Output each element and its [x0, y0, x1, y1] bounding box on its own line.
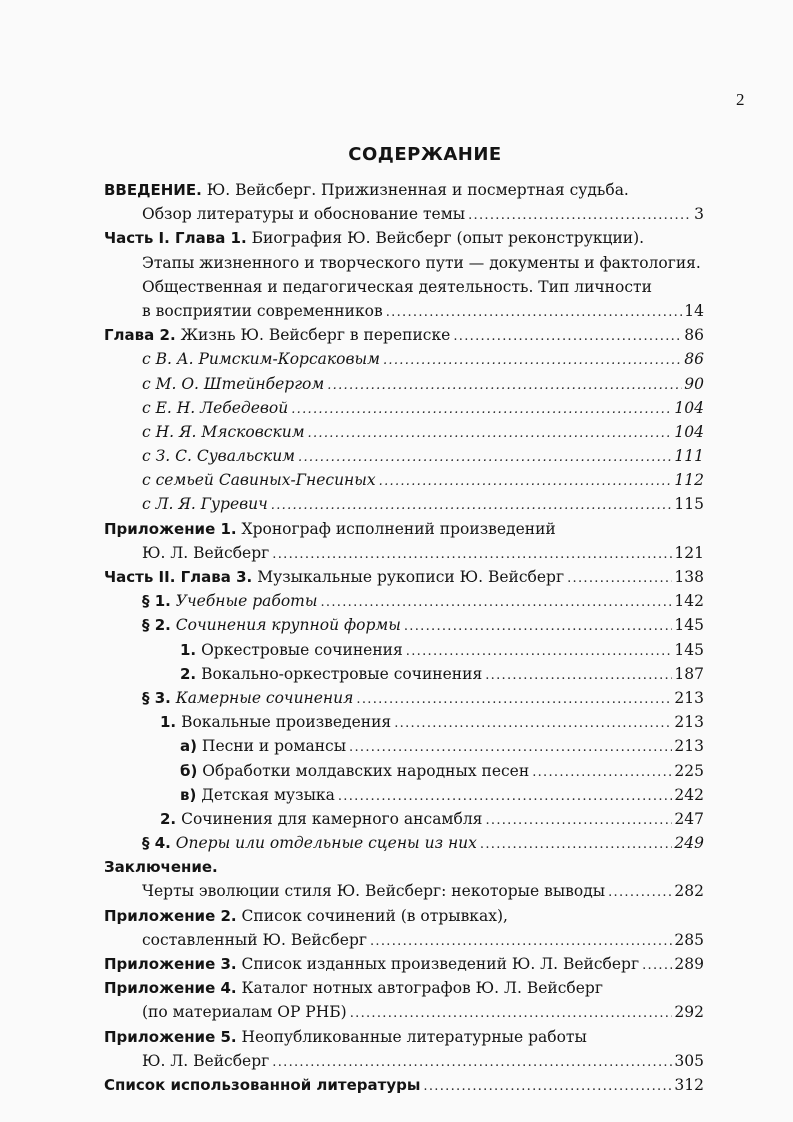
toc-intro-text: Ю. Вейсберг. Прижизненная и посмертная судьба.: [206, 181, 629, 199]
leader-dots: [453, 325, 682, 347]
toc-appendix5-page: 305: [674, 1051, 704, 1070]
toc-letter-entry[interactable]: [104, 468, 704, 492]
toc-chapter2-entry[interactable]: [104, 323, 704, 347]
toc-section3-1-label: 1.: [160, 713, 177, 732]
toc-letter-entry[interactable]: [104, 420, 704, 444]
toc-section3-1b-text: Обработки молдавских народных песен: [202, 761, 530, 780]
toc-part2-page: 138: [674, 568, 704, 586]
toc-section2-text: Сочинения крупной формы: [175, 616, 401, 635]
leader-dots: [271, 494, 673, 516]
toc-conclusion-page: 282: [674, 882, 704, 901]
toc-letter-page: 104: [674, 398, 704, 417]
toc-part2-label: Часть II. Глава 3.: [104, 568, 253, 586]
toc-appendix1-text1: Хронограф исполнений произведений: [241, 519, 556, 538]
toc-part1-text4: в восприятии современников: [142, 299, 386, 323]
toc-conclusion-entry[interactable]: [104, 879, 704, 903]
toc-appendix5-line1: [104, 1025, 704, 1049]
toc-letter-page: 112: [674, 471, 704, 490]
toc-section3-1-text: Вокальные произведения: [181, 713, 392, 732]
toc-appendix1-text2: Ю. Л. Вейсберг: [142, 541, 272, 565]
toc-part1-line1: [104, 226, 704, 250]
toc-letter-entry[interactable]: [104, 492, 704, 516]
toc-intro-line1: [104, 178, 704, 202]
toc-section3-2-text: Сочинения для камерного ансамбля: [181, 809, 483, 828]
toc-part2-entry[interactable]: [104, 565, 704, 589]
toc-part1-label: Часть I. Глава 1.: [104, 229, 247, 248]
leader-dots: [485, 664, 672, 686]
toc-section3-1c-text: Детская музыка: [201, 785, 335, 804]
toc-section3-1-page: 213: [674, 713, 704, 732]
toc-appendix2-line1: [104, 904, 704, 928]
toc-intro-text2: Обзор литературы и обоснование темы: [142, 202, 468, 226]
toc-appendix1-line1: [104, 517, 704, 541]
toc-letter-page: 111: [674, 447, 704, 466]
toc-bibliography-label: Список использованной литературы: [104, 1075, 421, 1094]
toc-section3-1a-page: 213: [674, 737, 704, 756]
page-title: СОДЕРЖАНИЕ: [348, 144, 502, 165]
leader-dots: [394, 712, 672, 734]
toc-intro-label: ВВЕДЕНИЕ.: [104, 181, 202, 199]
toc-section3-1c-label: в): [180, 785, 197, 804]
toc-section2-1-entry[interactable]: [104, 638, 704, 662]
leader-dots: [423, 1075, 672, 1097]
toc-letter-entry[interactable]: [104, 396, 704, 420]
toc-letter-text: с Е. Н. Лебедевой: [142, 396, 291, 420]
toc-section2-1-text: Оркестровые сочинения: [201, 640, 403, 659]
leader-dots: [298, 446, 672, 468]
leader-dots: [532, 761, 672, 783]
toc-section2-2-label: 2.: [180, 664, 197, 683]
toc-section2-label: § 2.: [142, 616, 171, 635]
toc-letter-text: с В. А. Римским-Корсаковым: [142, 347, 383, 371]
leader-dots: [383, 349, 682, 371]
toc-chapter2-label: Глава 2.: [104, 326, 176, 345]
toc-part1-entry[interactable]: [104, 299, 704, 323]
toc-section3-1b-entry[interactable]: [104, 759, 704, 783]
toc-section2-1-page: 145: [674, 640, 704, 659]
toc-appendix5-text1: Неопубликованные литературные работы: [241, 1027, 587, 1046]
toc-section3-1a-text: Песни и романсы: [201, 737, 347, 756]
toc-conclusion-label: Заключение.: [104, 858, 218, 877]
leader-dots: [327, 374, 682, 396]
page-number: 2: [736, 90, 745, 109]
toc-section2-2-text: Вокально-оркестровые сочинения: [201, 664, 483, 683]
toc-appendix1-entry[interactable]: [104, 541, 704, 565]
toc-section3-1b-page: 225: [674, 761, 704, 780]
toc-appendix2-page: 285: [674, 930, 704, 949]
toc-chapter2-text: Жизнь Ю. Вейсберг в переписке: [180, 326, 451, 345]
toc-part1-page: 14: [684, 301, 704, 320]
leader-dots: [480, 833, 673, 855]
leader-dots: [608, 881, 672, 903]
toc-letter-page: 115: [674, 495, 704, 514]
leader-dots: [291, 398, 672, 420]
toc-bibliography-page: 312: [674, 1075, 704, 1094]
leader-dots: [406, 640, 673, 662]
toc-appendix3-entry[interactable]: [104, 952, 704, 976]
toc-appendix4-line1: [104, 976, 704, 1000]
toc-letter-entry[interactable]: [104, 372, 704, 396]
toc-section3-entry[interactable]: [104, 686, 704, 710]
leader-dots: [567, 567, 672, 589]
leader-dots: [379, 470, 673, 492]
toc-section3-1c-entry[interactable]: [104, 783, 704, 807]
toc-part1-text3: Общественная и педагогическая деятельность. Тип личности: [142, 277, 652, 296]
leader-dots: [338, 785, 673, 807]
leader-dots: [356, 688, 672, 710]
toc-intro-entry[interactable]: [104, 202, 704, 226]
toc-appendix2-entry[interactable]: [104, 928, 704, 952]
toc-part1-text1: Биография Ю. Вейсберг (опыт реконструкции).: [251, 229, 645, 248]
toc-appendix4-page: 292: [674, 1003, 704, 1022]
toc-appendix4-text1: Каталог нотных автографов Ю. Л. Вейсберг: [241, 979, 603, 998]
toc-section3-1b-label: б): [180, 761, 198, 780]
toc-appendix1-label: Приложение 1.: [104, 519, 237, 538]
toc-letter-text: с Н. Я. Мясковским: [142, 420, 308, 444]
toc-letter-text: с М. О. Штейнбергом: [142, 372, 327, 396]
toc-appendix3-text: Список изданных произведений Ю. Л. Вейсберг: [241, 955, 640, 973]
leader-dots: [272, 1051, 672, 1073]
toc-appendix2-text2: составленный Ю. Вейсберг: [142, 928, 370, 952]
toc-conclusion-text: Черты эволюции стиля Ю. Вейсберг: некоторые выводы: [142, 879, 608, 903]
toc-letter-text: с З. С. Сувальским: [142, 444, 298, 468]
toc-section4-entry[interactable]: [104, 831, 704, 855]
toc-section1-page: 142: [674, 592, 704, 611]
leader-dots: [350, 1002, 673, 1024]
toc-section3-text: Камерные сочинения: [175, 688, 354, 707]
leader-dots: [404, 615, 673, 637]
toc-section3-1a-entry[interactable]: [104, 734, 704, 758]
toc-section2-page: 145: [674, 616, 704, 635]
toc-chapter2-page: 86: [684, 326, 704, 345]
toc-appendix4-entry[interactable]: [104, 1000, 704, 1024]
leader-dots: [642, 954, 672, 976]
toc-letter-page: 90: [684, 374, 704, 393]
toc-section3-2-page: 247: [674, 809, 704, 828]
toc-letter-entry[interactable]: [104, 347, 704, 371]
table-of-contents: [104, 178, 704, 1097]
toc-part2-text: Музыкальные рукописи Ю. Вейсберг: [257, 568, 565, 586]
toc-section4-text: Оперы или отдельные сцены из них: [175, 834, 477, 853]
toc-section3-2-label: 2.: [160, 809, 177, 828]
toc-letter-text: с семьей Савиных-Гнесиных: [142, 468, 379, 492]
leader-dots: [468, 204, 692, 226]
toc-section4-page: 249: [674, 834, 704, 853]
toc-appendix5-label: Приложение 5.: [104, 1027, 237, 1046]
toc-section2-1-label: 1.: [180, 640, 197, 659]
toc-letter-entry[interactable]: [104, 444, 704, 468]
toc-intro-page: 3: [694, 205, 704, 224]
toc-section3-1a-label: а): [180, 737, 197, 756]
toc-section2-2-entry[interactable]: [104, 662, 704, 686]
toc-appendix3-page: 289: [674, 955, 704, 973]
leader-dots: [370, 930, 672, 952]
toc-letter-text: с Л. Я. Гуревич: [142, 492, 271, 516]
toc-section2-entry[interactable]: [104, 613, 704, 637]
toc-conclusion-heading: [104, 855, 704, 879]
toc-section3-label: § 3.: [142, 688, 171, 707]
toc-appendix2-label: Приложение 2.: [104, 906, 237, 925]
toc-letter-page: 86: [684, 350, 704, 369]
toc-section1-text: Учебные работы: [175, 592, 318, 611]
toc-section3-1c-page: 242: [674, 785, 704, 804]
toc-appendix5-text2: Ю. Л. Вейсберг: [142, 1049, 272, 1073]
leader-dots: [272, 543, 672, 565]
toc-appendix5-entry[interactable]: [104, 1049, 704, 1073]
toc-section3-2-entry[interactable]: [104, 807, 704, 831]
toc-part1-line3: [104, 275, 704, 299]
toc-appendix2-text1: Список сочинений (в отрывках),: [241, 906, 508, 925]
leader-dots: [386, 301, 683, 323]
toc-appendix4-text2: (по материалам ОР РНБ): [142, 1000, 350, 1024]
toc-section1-entry[interactable]: [104, 589, 704, 613]
leader-dots: [485, 809, 672, 831]
leader-dots: [308, 422, 673, 444]
leader-dots: [320, 591, 672, 613]
toc-part1-text2: Этапы жизненного и творческого пути — документы и фактология.: [142, 253, 701, 272]
toc-letter-page: 104: [674, 422, 704, 441]
toc-bibliography-entry[interactable]: [104, 1073, 704, 1097]
toc-appendix1-page: 121: [674, 543, 704, 562]
toc-section2-2-page: 187: [674, 664, 704, 683]
toc-section1-label: § 1.: [142, 592, 171, 611]
toc-appendix3-label: Приложение 3.: [104, 955, 237, 973]
toc-section3-1-entry[interactable]: [104, 710, 704, 734]
toc-section4-label: § 4.: [142, 834, 171, 853]
leader-dots: [349, 736, 672, 758]
toc-section3-page: 213: [674, 688, 704, 707]
toc-appendix4-label: Приложение 4.: [104, 979, 237, 998]
toc-part1-line2: [104, 251, 704, 275]
